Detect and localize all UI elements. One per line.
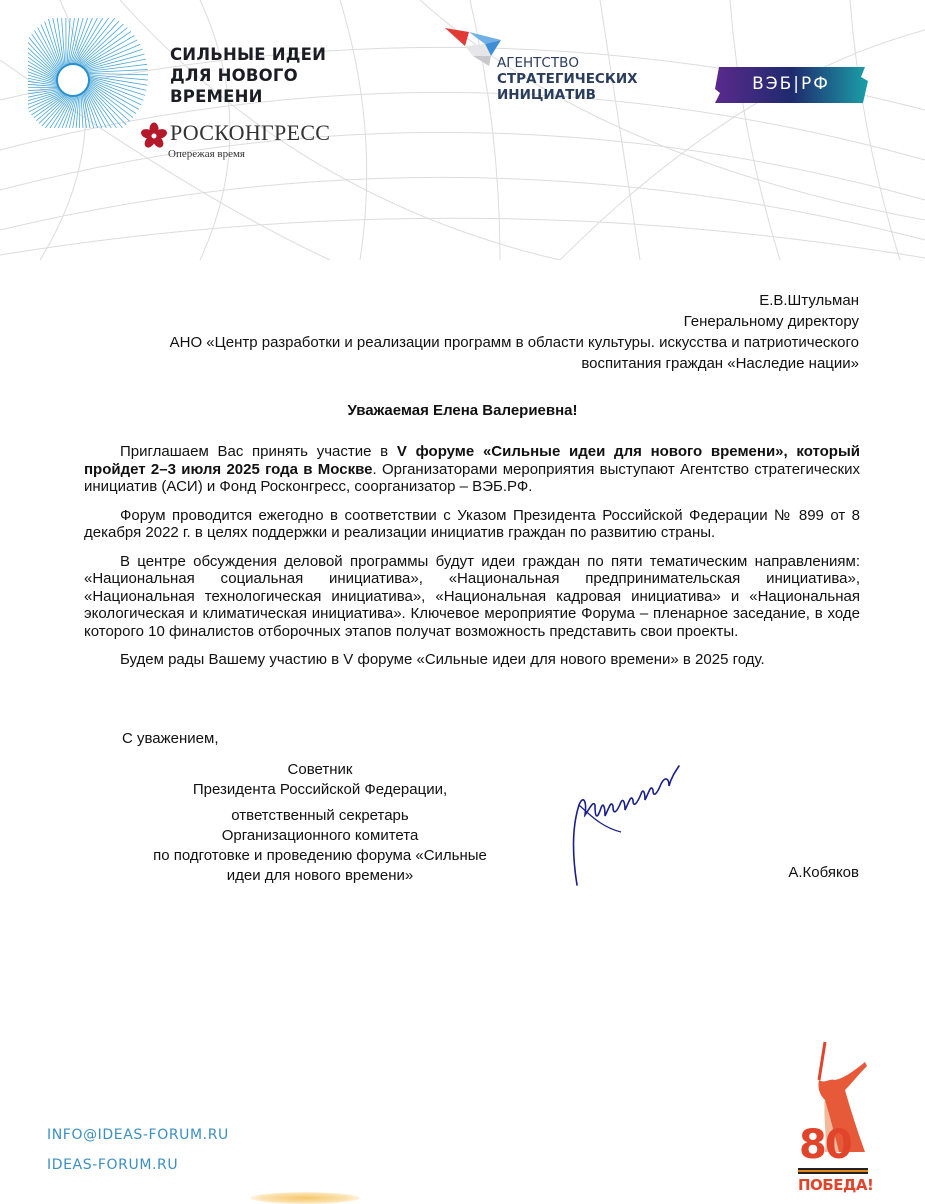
addressee-block bbox=[170, 290, 859, 374]
footer-contacts bbox=[47, 1125, 229, 1185]
addressee-line: АНО «Центр разработки и реализации программ в области культуры. искусства и патриотического bbox=[170, 332, 859, 353]
invitation-highlight: V форуме «Сильные идеи для нового времени», который пройдет 2–3 июля 2025 года в Москве bbox=[84, 443, 860, 478]
forum-logo-line: СИЛЬНЫЕ ИДЕИ bbox=[170, 44, 326, 65]
bottom-decorative-glow bbox=[250, 1192, 360, 1204]
paragraph-closing: Будем рады Вашему участию в V форуме «Сильные идеи для нового времени» в 2025 году. bbox=[84, 651, 860, 669]
veb-logo-text: ВЭБ|РФ bbox=[730, 74, 852, 94]
victory-number: 80 bbox=[799, 1122, 851, 1168]
asi-line: СТРАТЕГИЧЕСКИХ bbox=[497, 71, 638, 87]
handwritten-signature bbox=[565, 760, 705, 890]
paragraph-program: В центре обсуждения деловой программы будут идеи граждан по пяти тематическим направлениям: «Национальная социальная инициатива», «Национальная предпринимательская инициатива», «Национальная технологическая инициатива», «Национальная кадровая инициатива» и «Национальная экологическая и климатическая инициатива». Ключевое мероприятие Форума – пленарное заседание, в ходе которого 10 финалистов отборочных этапов получат возможность представить свои проекты. bbox=[84, 553, 860, 641]
greeting: Уважаемая Елена Валериевна! bbox=[0, 402, 925, 419]
signer-title-line: Организационного комитета bbox=[110, 826, 530, 846]
sunburst-center bbox=[57, 64, 89, 96]
asi-line: ИНИЦИАТИВ bbox=[497, 87, 638, 103]
sunburst-ray bbox=[39, 95, 68, 123]
sunburst-logo-icon bbox=[28, 18, 148, 128]
signer-name: А.Кобяков bbox=[788, 864, 859, 881]
regards: С уважением, bbox=[122, 730, 219, 747]
signer-title-line: ответственный секретарь bbox=[110, 806, 530, 826]
sunburst-ray bbox=[82, 35, 134, 66]
signer-title-line: Президента Российской Федерации, bbox=[110, 780, 530, 800]
asi-arrow-logo-icon bbox=[443, 22, 505, 68]
addressee-line: Генеральному директору bbox=[170, 311, 859, 332]
roscongress-flower-icon bbox=[140, 122, 168, 150]
forum-logo-title bbox=[170, 44, 326, 107]
letter-body bbox=[84, 443, 860, 680]
paragraph-decree: Форум проводится ежегодно в соответствии с Указом Президента Российской Федерации № 899 от 8 декабря 2022 г. в целях поддержки и реализации инициатив граждан по развитию страны. bbox=[84, 507, 860, 542]
roscongress-name: РОСКОНГРЕСС bbox=[170, 120, 330, 146]
asi-logo-text bbox=[497, 55, 638, 103]
sunburst-ray bbox=[81, 31, 131, 66]
paragraph-invitation bbox=[84, 443, 860, 496]
signer-title-line: идеи для нового времени» bbox=[110, 866, 530, 886]
sunburst-ray bbox=[88, 73, 148, 74]
forum-logo-line: ВРЕМЕНИ bbox=[170, 86, 326, 107]
victory-text: ПОБЕДА! bbox=[798, 1176, 873, 1194]
invitation-rest: . Организаторами мероприятия выступают Агентство стратегических инициатив (АСИ) и Фонд Росконгресс, соорганизатор – ВЭБ.РФ. bbox=[84, 461, 860, 496]
victory-80-logo bbox=[795, 1040, 875, 1200]
forum-logo-line: ДЛЯ НОВОГО bbox=[170, 65, 326, 86]
sunburst-ray bbox=[79, 94, 80, 128]
signer-title bbox=[110, 760, 530, 886]
roscongress-slogan: Опережая время bbox=[168, 148, 245, 160]
addressee-line: Е.В.Штульман bbox=[170, 290, 859, 311]
addressee-line: воспитания граждан «Наследие нации» bbox=[170, 353, 859, 374]
email-link[interactable]: INFO@IDEAS-FORUM.RU bbox=[47, 1125, 229, 1155]
sunburst-ray bbox=[79, 24, 123, 65]
signer-title-line: по подготовке и проведению форума «Сильные bbox=[110, 846, 530, 866]
website-link[interactable]: IDEAS-FORUM.RU bbox=[47, 1155, 229, 1185]
asi-line: АГЕНТСТВО bbox=[497, 55, 638, 71]
st-george-ribbon bbox=[798, 1168, 868, 1174]
signer-title-line: Советник bbox=[110, 760, 530, 780]
sunburst-ray bbox=[36, 95, 67, 121]
invitation-intro: Приглашаем Вас принять участие в bbox=[120, 443, 397, 460]
